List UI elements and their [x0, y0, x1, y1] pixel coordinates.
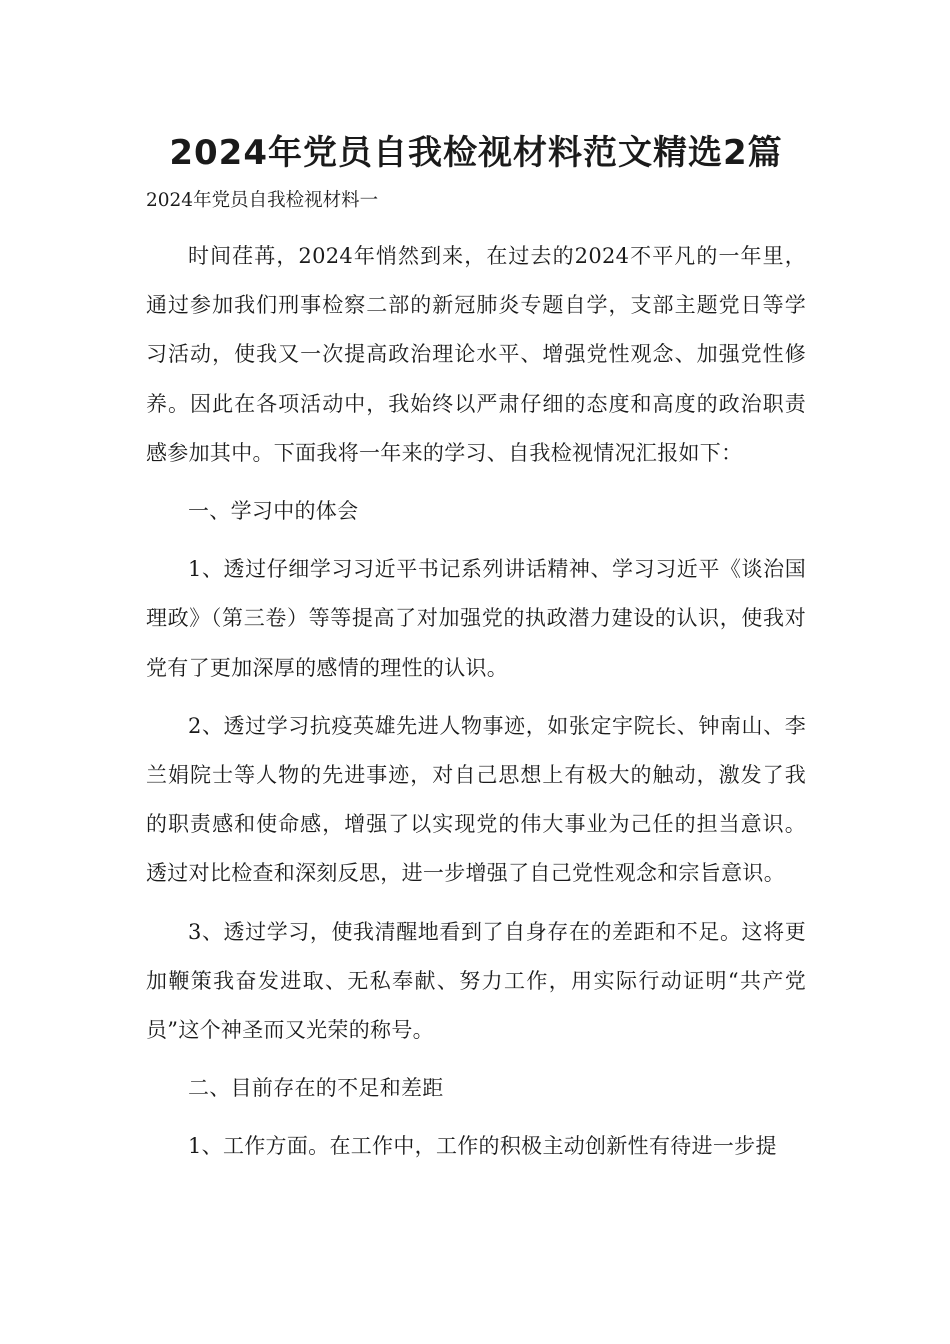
document-body	[146, 232, 806, 1181]
heading-shortcomings: 二、目前存在的不足和差距	[188, 1076, 444, 1101]
paragraph-point-1: 1、透过仔细学习习近平书记系列讲话精神、学习习近平《谈治国理政》（第三卷）等等提高了对加强党的执政潜力建设的认识，使我对党有了更加深厚的感情的理性的认识。	[146, 557, 806, 680]
document-title: 2024年党员自我检视材料范文精选2篇	[169, 133, 783, 173]
heading-learning-experience: 一、学习中的体会	[188, 499, 359, 524]
paragraph-work-aspect: 1、工作方面。在工作中，工作的积极主动创新性有待进一步提	[188, 1134, 777, 1159]
paragraph-point-2: 2、透过学习抗疫英雄先进人物事迹，如张定宇院长、钟南山、李兰娟院士等人物的先进事迹，对自己思想上有极大的触动，激发了我的职责感和使命感，增强了以实现党的伟大事业为己任的担当意识。透过对比检查和深刻反思，进一步增强了自己党性观念和宗旨意识。	[146, 713, 806, 886]
paragraph-intro: 时间荏苒，2024年悄然到来，在过去的2024不平凡的一年里，通过参加我们刑事检察二部的新冠肺炎专题自学，支部主题党日等学习活动，使我又一次提高政治理论水平、增强党性观念、加强党性修养。因此在各项活动中，我始终以严肃仔细的态度和高度的政治职责感参加其中。下面我将一年来的学习、自我检视情况汇报如下：	[146, 244, 806, 465]
section-subtitle: 2024年党员自我检视材料一	[146, 190, 379, 211]
paragraph-point-3: 3、透过学习，使我清醒地看到了自身存在的差距和不足。这将更加鞭策我奋发进取、无私奉献、努力工作，用实际行动证明“共产党员”这个神圣而又光荣的称号。	[146, 919, 806, 1043]
